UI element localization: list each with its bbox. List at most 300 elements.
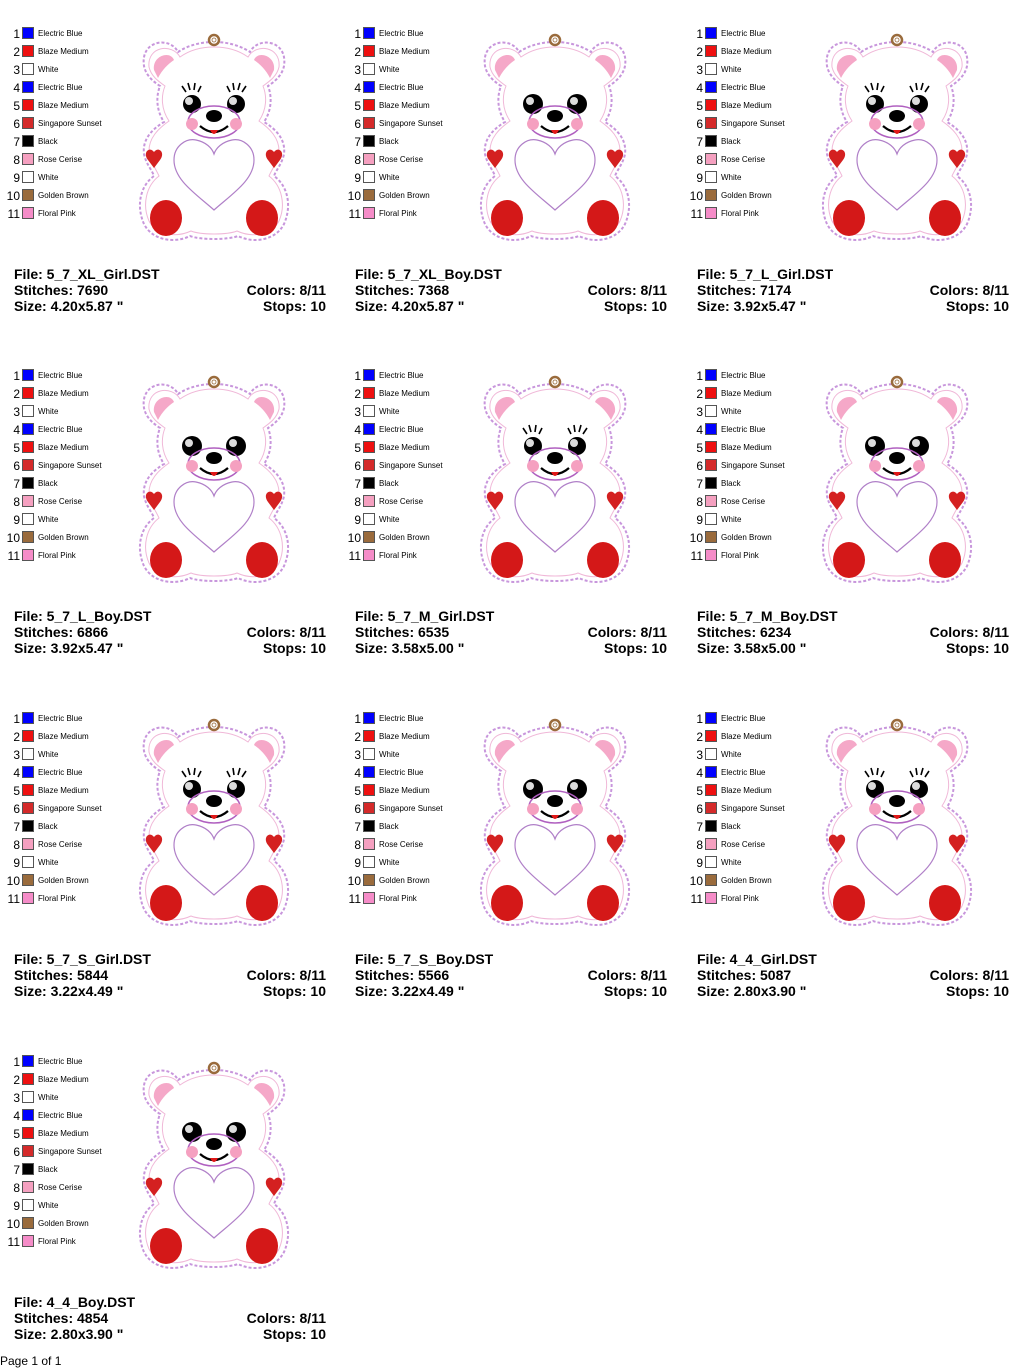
legend-row (0, 1180, 119, 1196)
legend-number: 9 (354, 513, 361, 527)
legend-color-name: Electric Blue (38, 714, 83, 723)
legend-number: 2 (354, 45, 361, 59)
legend-color-name: Floral Pink (379, 894, 417, 903)
legend-number: 4 (13, 81, 20, 95)
legend-row (0, 1090, 119, 1106)
legend-color-name: Blaze Medium (38, 786, 89, 795)
legend-number: 3 (696, 63, 703, 77)
legend-row (0, 1054, 119, 1070)
file-name: File: 5_7_L_Girl.DST (697, 266, 834, 282)
color-swatch (705, 802, 717, 814)
legend-row (335, 26, 460, 42)
color-swatch (705, 712, 717, 724)
color-swatch (363, 874, 375, 886)
legend-color-name: Blaze Medium (379, 786, 430, 795)
design-card (6, 1038, 344, 1368)
color-swatch (22, 712, 34, 724)
legend-row (0, 152, 119, 168)
bear-design-preview (134, 372, 294, 592)
color-swatch (363, 856, 375, 868)
legend-number: 8 (13, 838, 20, 852)
legend-number: 6 (13, 117, 20, 131)
color-swatch (705, 369, 717, 381)
legend-color-name: Electric Blue (38, 83, 83, 92)
design-card (689, 10, 1024, 340)
legend-row (0, 747, 119, 763)
stitch-count: Stitches: 7174 (697, 282, 792, 298)
legend-number: 5 (13, 784, 20, 798)
color-swatch (705, 153, 717, 165)
color-swatch (705, 459, 717, 471)
legend-row (0, 494, 119, 510)
legend-color-name: Electric Blue (379, 768, 424, 777)
color-count: Colors: 8/11 (246, 1310, 326, 1326)
legend-row (335, 98, 460, 114)
color-swatch (22, 171, 34, 183)
color-swatch (705, 874, 717, 886)
legend-color-name: Singapore Sunset (721, 804, 785, 813)
color-swatch (363, 153, 375, 165)
color-swatch (22, 1109, 34, 1121)
design-info (697, 608, 1013, 658)
color-swatch (705, 531, 717, 543)
legend-row (0, 873, 119, 889)
legend-color-name: Electric Blue (721, 768, 766, 777)
legend-color-name: Electric Blue (38, 768, 83, 777)
legend-row (0, 783, 119, 799)
legend-number: 8 (354, 838, 361, 852)
legend-row (677, 494, 802, 510)
legend-row (0, 116, 119, 132)
legend-row (335, 855, 460, 871)
legend-number: 1 (13, 712, 20, 726)
design-info (14, 1294, 330, 1344)
color-swatch (363, 171, 375, 183)
color-swatch (705, 495, 717, 507)
file-name: File: 5_7_XL_Girl.DST (14, 266, 160, 282)
legend-row (0, 1072, 119, 1088)
legend-row (677, 819, 802, 835)
color-swatch (705, 63, 717, 75)
color-swatch (705, 748, 717, 760)
color-swatch (22, 1055, 34, 1067)
legend-number: 1 (13, 27, 20, 41)
color-swatch (363, 549, 375, 561)
legend-number: 9 (13, 856, 20, 870)
color-swatch (22, 802, 34, 814)
design-info (355, 266, 671, 316)
legend-row (0, 170, 119, 186)
legend-row (677, 855, 802, 871)
bear-design-preview (475, 372, 635, 592)
legend-row (335, 729, 460, 745)
legend-number: 3 (696, 748, 703, 762)
legend-row (0, 206, 119, 222)
color-swatch (705, 99, 717, 111)
stop-count: Stops: 10 (945, 983, 1009, 999)
legend-number: 7 (13, 477, 20, 491)
design-card (689, 352, 1024, 682)
legend-color-name: White (721, 515, 742, 524)
design-info (697, 951, 1013, 1001)
legend-number: 9 (13, 171, 20, 185)
legend-row (335, 62, 460, 78)
legend-number: 5 (354, 441, 361, 455)
color-swatch (705, 81, 717, 93)
stop-count: Stops: 10 (603, 298, 667, 314)
legend-number: 5 (354, 784, 361, 798)
legend-color-name: White (379, 173, 400, 182)
legend-number: 2 (13, 45, 20, 59)
legend-number: 4 (696, 423, 703, 437)
legend-number: 4 (354, 81, 361, 95)
color-swatch (22, 207, 34, 219)
color-swatch (363, 892, 375, 904)
legend-row (335, 458, 460, 474)
color-swatch (22, 748, 34, 760)
color-swatch (363, 81, 375, 93)
design-size: Size: 4.20x5.87 " (355, 298, 465, 314)
design-info (14, 951, 330, 1001)
color-swatch (705, 820, 717, 832)
bear-design-preview (817, 372, 977, 592)
color-swatch (22, 369, 34, 381)
legend-color-name: Rose Cerise (38, 840, 83, 849)
legend-color-name: Golden Brown (721, 876, 772, 885)
color-swatch (363, 405, 375, 417)
legend-row (677, 458, 802, 474)
design-size: Size: 3.92x5.47 " (14, 640, 124, 656)
legend-row (0, 855, 119, 871)
legend-row (677, 44, 802, 60)
design-card (347, 695, 685, 1025)
legend-number: 6 (696, 117, 703, 131)
legend-number: 5 (13, 1127, 20, 1141)
color-swatch (22, 189, 34, 201)
legend-number: 10 (6, 531, 20, 545)
legend-number: 2 (354, 730, 361, 744)
legend-row (335, 512, 460, 528)
legend-number: 10 (689, 874, 703, 888)
stop-count: Stops: 10 (262, 983, 326, 999)
color-swatch (363, 135, 375, 147)
legend-color-name: Blaze Medium (379, 732, 430, 741)
legend-number: 10 (6, 874, 20, 888)
legend-number: 8 (696, 495, 703, 509)
legend-number: 1 (13, 1055, 20, 1069)
legend-number: 6 (696, 802, 703, 816)
legend-number: 6 (13, 1145, 20, 1159)
legend-number: 9 (354, 171, 361, 185)
legend-color-name: Golden Brown (379, 191, 430, 200)
color-swatch (22, 45, 34, 57)
legend-row (677, 134, 802, 150)
legend-row (0, 134, 119, 150)
legend-row (335, 386, 460, 402)
legend-color-name: Floral Pink (721, 894, 759, 903)
legend-number: 10 (6, 189, 20, 203)
legend-row (0, 1144, 119, 1160)
color-swatch (363, 45, 375, 57)
legend-number: 5 (696, 441, 703, 455)
bear-design-preview (817, 30, 977, 250)
legend-row (677, 440, 802, 456)
legend-row (677, 783, 802, 799)
legend-row (677, 386, 802, 402)
legend-number: 9 (696, 171, 703, 185)
legend-number: 8 (13, 495, 20, 509)
legend-number: 1 (696, 27, 703, 41)
legend-color-name: Black (38, 822, 58, 831)
legend-row (677, 206, 802, 222)
legend-number: 11 (7, 207, 20, 221)
color-swatch (705, 766, 717, 778)
color-count: Colors: 8/11 (246, 624, 326, 640)
legend-row (0, 44, 119, 60)
color-swatch (22, 1091, 34, 1103)
legend-color-name: Floral Pink (379, 209, 417, 218)
legend-row (0, 440, 119, 456)
color-swatch (363, 802, 375, 814)
legend-row (677, 62, 802, 78)
legend-color-name: Rose Cerise (721, 497, 766, 506)
legend-row (677, 801, 802, 817)
legend-number: 6 (696, 459, 703, 473)
legend-row (0, 512, 119, 528)
color-swatch (363, 189, 375, 201)
color-swatch (22, 99, 34, 111)
legend-number: 6 (13, 459, 20, 473)
legend-number: 11 (690, 549, 703, 563)
legend-color-name: Blaze Medium (721, 443, 772, 452)
file-name: File: 4_4_Girl.DST (697, 951, 817, 967)
color-count: Colors: 8/11 (587, 282, 667, 298)
color-swatch (705, 135, 717, 147)
legend-row (0, 188, 119, 204)
legend-row (335, 837, 460, 853)
design-info (697, 266, 1013, 316)
legend-row (677, 765, 802, 781)
color-swatch (22, 784, 34, 796)
legend-row (677, 747, 802, 763)
color-swatch (22, 838, 34, 850)
legend-number: 10 (347, 189, 361, 203)
legend-color-name: Floral Pink (38, 894, 76, 903)
legend-number: 2 (354, 387, 361, 401)
legend-color-name: White (379, 515, 400, 524)
color-swatch (705, 27, 717, 39)
legend-number: 7 (354, 477, 361, 491)
legend-row (335, 368, 460, 384)
legend-color-name: Golden Brown (38, 1219, 89, 1228)
legend-row (335, 476, 460, 492)
color-swatch (22, 874, 34, 886)
color-swatch (363, 820, 375, 832)
color-swatch (22, 531, 34, 543)
bear-design-preview (817, 715, 977, 935)
legend-number: 3 (13, 405, 20, 419)
legend-color-name: Black (38, 479, 58, 488)
stitch-count: Stitches: 5844 (14, 967, 109, 983)
legend-number: 3 (13, 1091, 20, 1105)
file-name: File: 5_7_M_Boy.DST (697, 608, 838, 624)
legend-color-name: Floral Pink (38, 209, 76, 218)
color-swatch (22, 387, 34, 399)
design-card (689, 695, 1024, 1025)
design-size: Size: 2.80x3.90 " (697, 983, 807, 999)
legend-number: 5 (354, 99, 361, 113)
bear-design-preview (134, 30, 294, 250)
legend-number: 7 (696, 477, 703, 491)
legend-color-name: Blaze Medium (379, 47, 430, 56)
legend-row (677, 711, 802, 727)
legend-row (0, 62, 119, 78)
legend-number: 8 (13, 1181, 20, 1195)
color-swatch (22, 513, 34, 525)
legend-number: 2 (13, 387, 20, 401)
legend-number: 5 (13, 441, 20, 455)
legend-number: 4 (696, 766, 703, 780)
stitch-count: Stitches: 6866 (14, 624, 109, 640)
legend-color-name: Electric Blue (721, 371, 766, 380)
color-swatch (22, 730, 34, 742)
legend-color-name: Blaze Medium (38, 732, 89, 741)
legend-number: 9 (696, 856, 703, 870)
legend-row (335, 711, 460, 727)
design-info (355, 951, 671, 1001)
color-swatch (363, 495, 375, 507)
page-footer: Page 1 of 1 (0, 1354, 62, 1368)
legend-number: 4 (13, 423, 20, 437)
legend-row (677, 422, 802, 438)
legend-color-name: Blaze Medium (721, 786, 772, 795)
legend-row (0, 711, 119, 727)
legend-row (677, 512, 802, 528)
legend-number: 7 (13, 135, 20, 149)
legend-number: 10 (347, 531, 361, 545)
legend-color-name: Blaze Medium (721, 732, 772, 741)
color-swatch (705, 730, 717, 742)
color-swatch (22, 820, 34, 832)
legend-color-name: Golden Brown (721, 191, 772, 200)
color-swatch (22, 549, 34, 561)
legend-row (677, 548, 802, 564)
legend-row (0, 729, 119, 745)
legend-color-name: Black (379, 137, 399, 146)
color-swatch (22, 892, 34, 904)
legend-color-name: Golden Brown (721, 533, 772, 542)
legend-number: 11 (7, 892, 20, 906)
file-name: File: 4_4_Boy.DST (14, 1294, 136, 1310)
color-swatch (22, 477, 34, 489)
legend-number: 2 (13, 730, 20, 744)
legend-row (677, 873, 802, 889)
legend-color-name: Blaze Medium (379, 101, 430, 110)
legend-row (0, 476, 119, 492)
legend-color-name: White (379, 65, 400, 74)
legend-color-name: Golden Brown (379, 533, 430, 542)
legend-color-name: Blaze Medium (38, 101, 89, 110)
legend-row (677, 729, 802, 745)
legend-number: 9 (354, 856, 361, 870)
legend-color-name: Floral Pink (38, 1237, 76, 1246)
bear-design-preview (134, 715, 294, 935)
legend-row (0, 368, 119, 384)
legend-row (335, 783, 460, 799)
color-swatch (363, 477, 375, 489)
file-name: File: 5_7_L_Boy.DST (14, 608, 152, 624)
legend-row (335, 765, 460, 781)
legend-color-name: Black (379, 479, 399, 488)
legend-row (0, 1162, 119, 1178)
legend-color-name: White (38, 173, 59, 182)
color-swatch (363, 387, 375, 399)
color-swatch (22, 1217, 34, 1229)
legend-color-name: White (721, 407, 742, 416)
legend-color-name: White (379, 858, 400, 867)
color-swatch (705, 207, 717, 219)
legend-number: 5 (696, 784, 703, 798)
design-card (347, 10, 685, 340)
legend-row (335, 873, 460, 889)
legend-number: 10 (347, 874, 361, 888)
legend-number: 7 (13, 820, 20, 834)
legend-row (0, 404, 119, 420)
legend-number: 3 (696, 405, 703, 419)
color-swatch (363, 748, 375, 760)
color-swatch (705, 856, 717, 868)
legend-row (335, 80, 460, 96)
legend-color-name: Rose Cerise (721, 155, 766, 164)
legend-color-name: Black (721, 137, 741, 146)
legend-number: 1 (696, 712, 703, 726)
design-size: Size: 3.92x5.47 " (697, 298, 807, 314)
design-size: Size: 3.22x4.49 " (14, 983, 124, 999)
legend-row (0, 837, 119, 853)
legend-row (677, 98, 802, 114)
color-count: Colors: 8/11 (929, 282, 1009, 298)
legend-color-name: Singapore Sunset (38, 119, 102, 128)
legend-number: 6 (354, 459, 361, 473)
design-size: Size: 3.58x5.00 " (355, 640, 465, 656)
file-name: File: 5_7_S_Girl.DST (14, 951, 151, 967)
color-swatch (22, 1181, 34, 1193)
legend-row (335, 530, 460, 546)
color-count: Colors: 8/11 (929, 967, 1009, 983)
legend-number: 9 (13, 1199, 20, 1213)
color-swatch (705, 549, 717, 561)
legend-number: 3 (354, 63, 361, 77)
color-swatch (363, 513, 375, 525)
color-swatch (363, 207, 375, 219)
color-swatch (22, 153, 34, 165)
color-swatch (22, 441, 34, 453)
legend-color-name: Singapore Sunset (379, 804, 443, 813)
stop-count: Stops: 10 (262, 298, 326, 314)
legend-row (677, 368, 802, 384)
legend-number: 10 (6, 1217, 20, 1231)
legend-color-name: Rose Cerise (38, 497, 83, 506)
color-swatch (705, 405, 717, 417)
legend-number: 8 (13, 153, 20, 167)
legend-row (0, 1126, 119, 1142)
legend-row (0, 1216, 119, 1232)
legend-number: 11 (348, 892, 361, 906)
legend-row (335, 170, 460, 186)
color-swatch (363, 531, 375, 543)
legend-row (335, 404, 460, 420)
color-swatch (705, 513, 717, 525)
